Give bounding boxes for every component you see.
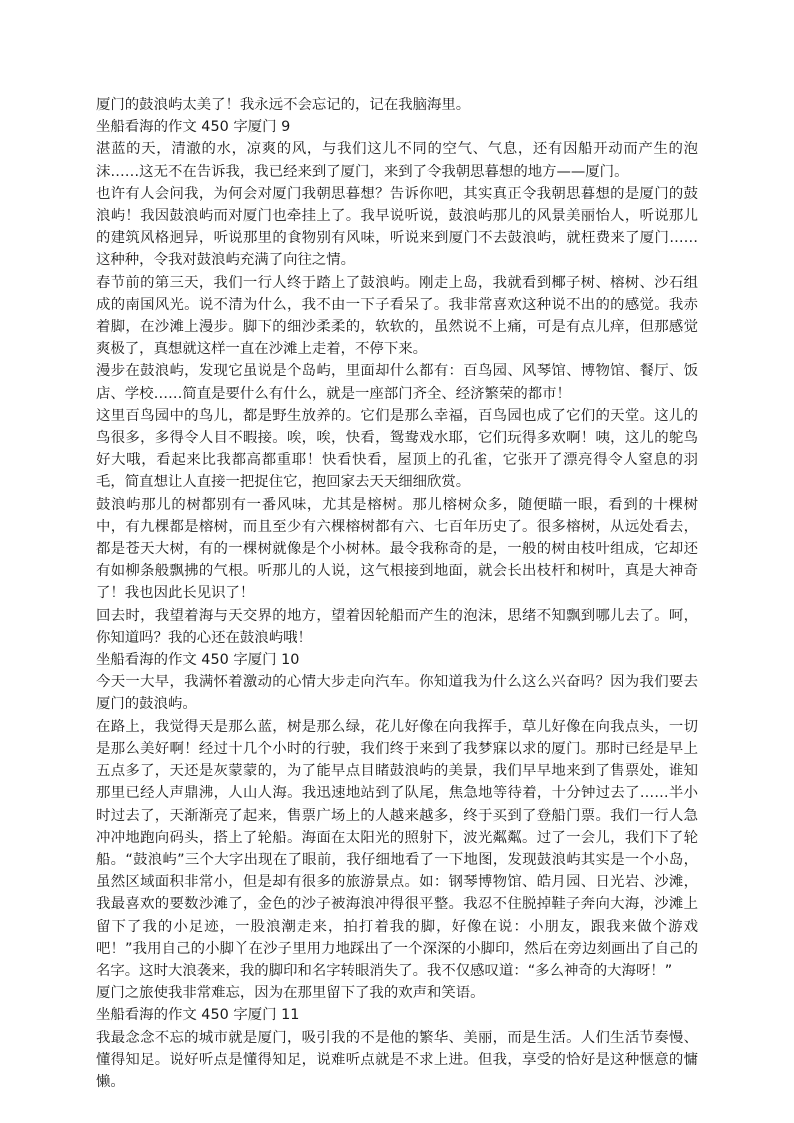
paragraph: 春节前的第三天，我们一行人终于踏上了鼓浪屿。刚走上岛，我就看到椰子树、榕树、沙石组成的南国风光。说不清为什么，我不由一下子看呆了。我非常喜欢这种说不出的的感觉。我赤着脚，在沙滩上漫步。脚下的细沙柔柔的，软软的，虽然说不上痛，可是有点儿痒，但那感觉爽极了，真想就这样一直在沙滩上走着，不停下来。 xyxy=(96,274,698,358)
paragraph: 在路上，我觉得天是那么蓝，树是那么绿，花儿好像在向我挥手，草儿好像在向我点头，一切是那么美好啊！经过十几个小时的行驶，我们终于来到了我梦寐以求的厦门。那时已经是早上五点多了，天还是灰蒙蒙的，为了能早点目睹鼓浪屿的美景，我们早早地来到了售票处，谁知那里已经人声鼎沸，人山人海。我迅速地站到了队尾，焦急地等待着，十分钟过去了……半小时过去了，天渐渐亮了起来，售票广场上的人越来越多，终于买到了登船门票。我们一行人急冲冲地跑向码头，搭上了轮船。海面在太阳光的照射下，波光粼粼。过了一会儿，我们下了轮船。“鼓浪屿”三个大字出现在了眼前，我仔细地看了一下地图，发现鼓浪屿其实是一个小岛，虽然区域面积非常小，但是却有很多的旅游景点。如：钢琴博物馆、皓月园、日光岩、沙滩，我最喜欢的要数沙滩了，金色的沙子被海浪冲得很平整。我忍不住脱掉鞋子奔向大海，沙滩上留下了我的小足迹，一股浪潮走来，拍打着我的脚，好像在说：小朋友，跟我来做个游戏吧！”我用自己的小脚丫在沙子里用力地踩出了一个深深的小脚印，然后在旁边刻画出了自己的名字。这时大浪袭来，我的脚印和名字转眼消失了。我不仅感叹道：“多么神奇的大海呀！” xyxy=(96,718,698,979)
paragraph: 厦门之旅使我非常难忘，因为在那里留下了我的欢声和笑语。 xyxy=(96,985,485,1002)
paragraph: 今天一大早，我满怀着激动的心情大步走向汽车。你知道我为什么这么兴奋吗？因为我们要去厦门的鼓浪屿。 xyxy=(96,674,698,713)
document-page xyxy=(96,94,698,1093)
paragraph: 漫步在鼓浪屿，发现它虽说是个岛屿，里面却什么都有：百鸟园、风琴馆、博物馆、餐厅、饭店、学校……简直是要什么有什么，就是一座部门齐全、经济繁荣的都市！ xyxy=(96,363,698,402)
essay-heading-10: 坐船看海的作文 450 字厦门 10 xyxy=(96,652,300,669)
paragraph: 我最念念不忘的城市就是厦门，吸引我的不是他的繁华、美丽，而是生活。人们生活节奏慢、懂得知足。说好听点是懂得知足，说难听点就是不求上进。但我，享受的恰好是这种惬意的慵懒。 xyxy=(96,1029,698,1090)
paragraph: 这里百鸟园中的鸟儿，都是野生放养的。它们是那么幸福，百鸟园也成了它们的天堂。这儿的鸟很多，多得令人目不暇接。唉，唉，快看，鸳鸯戏水耶，它们玩得多欢啊！咦，这儿的鸵鸟好大哦，看起来比我都高都重耶！快看快看，屋顶上的孔雀，它张开了漂亮得令人窒息的羽毛，简直想让人直接一把捉住它，抱回家去天天细细欣赏。 xyxy=(96,407,698,491)
paragraph: 鼓浪屿那儿的树都别有一番风味，尤其是榕树。那儿榕树众多，随便瞄一眼，看到的十棵树中，有九棵都是榕树，而且至少有六棵榕树都有六、七百年历史了。很多榕树，从远处看去，都是苍天大树，有的一棵树就像是个小树林。最令我称奇的是，一般的树由枝叶组成，它却还有如柳条般飘拂的气根。听那儿的人说，这气根接到地面，就会长出枝杆和树叶，真是大神奇了！我也因此长见识了！ xyxy=(96,496,698,602)
paragraph: 回去时，我望着海与天交界的地方，望着因轮船而产生的泡沫，思绪不知飘到哪儿去了。呵，你知道吗？我的心还在鼓浪屿哦！ xyxy=(96,607,698,646)
paragraph: 也许有人会问我，为何会对厦门我朝思暮想？告诉你吧，其实真正令我朝思暮想的是厦门的鼓浪屿！我因鼓浪屿而对厦门也牵挂上了。我早说听说，鼓浪屿那儿的风景美丽怡人，听说那儿的建筑风格迥异，听说那里的食物别有风味，听说来到厦门不去鼓浪屿，就枉费来了厦门……这种种，令我对鼓浪屿充满了向往之情。 xyxy=(96,185,698,269)
essay-heading-9: 坐船看海的作文 450 字厦门 9 xyxy=(96,119,291,136)
paragraph: 湛蓝的天，清澈的水，凉爽的风，与我们这儿不同的空气、气息，还有因船开动而产生的泡沫……这无不在告诉我，我已经来到了厦门，来到了令我朝思暮想的地方——厦门。 xyxy=(96,141,698,180)
essay-heading-11: 坐船看海的作文 450 字厦门 11 xyxy=(96,1007,300,1024)
paragraph-closing-line: 厦门的鼓浪屿太美了！我永远不会忘记的，记在我脑海里。 xyxy=(96,97,471,113)
